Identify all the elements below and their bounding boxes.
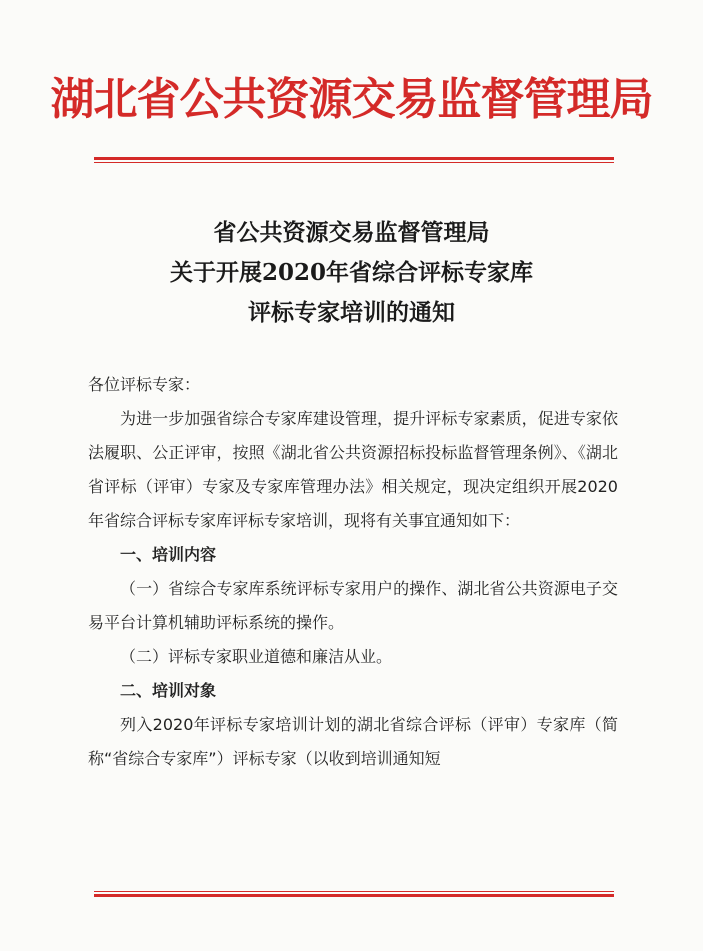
content-item-2: （二）评标专家职业道德和廉洁从业。 bbox=[120, 647, 393, 666]
agency-masthead: 湖北省公共资源交易监督管理局 bbox=[50, 74, 653, 125]
title-line-1: 省公共资源交易监督管理局 bbox=[213, 219, 490, 246]
content-item-1: （一）省综合专家库系统评标专家用户的操作、湖北省公共资源电子交易平台计算机辅助评标系统的操作。 bbox=[88, 579, 618, 632]
title-line-2: 关于开展2020年省综合评标专家库 bbox=[169, 259, 533, 286]
salutation: 各位评标专家： bbox=[88, 375, 201, 394]
section-heading-content: 一、培训内容 bbox=[120, 545, 217, 564]
intro-paragraph: 为进一步加强省综合专家库建设管理，提升评标专家素质，促进专家依法履职、公正评审，按照《湖北省公共资源招标投标监督管理条例》、《湖北省评标（评审）专家及专家库管理办法》相关规定，现决定组织开展2020年省综合评标专家库评标专家培训，现将有关事宜通知如下： bbox=[88, 409, 618, 530]
audience-paragraph: 列入2020年评标专家培训计划的湖北省综合评标（评审）专家库（简称“省综合专家库”）评标专家（以收到培训通知短 bbox=[88, 715, 618, 768]
footer-divider-thin bbox=[94, 891, 614, 892]
notice-title bbox=[0, 213, 703, 333]
notice-body bbox=[88, 368, 618, 776]
masthead-divider-thin bbox=[94, 162, 614, 163]
section-heading-audience: 二、培训对象 bbox=[120, 681, 217, 700]
footer-divider-thick bbox=[94, 894, 614, 897]
masthead-divider-thick bbox=[94, 157, 614, 160]
title-line-3: 评标专家培训的通知 bbox=[248, 299, 455, 326]
